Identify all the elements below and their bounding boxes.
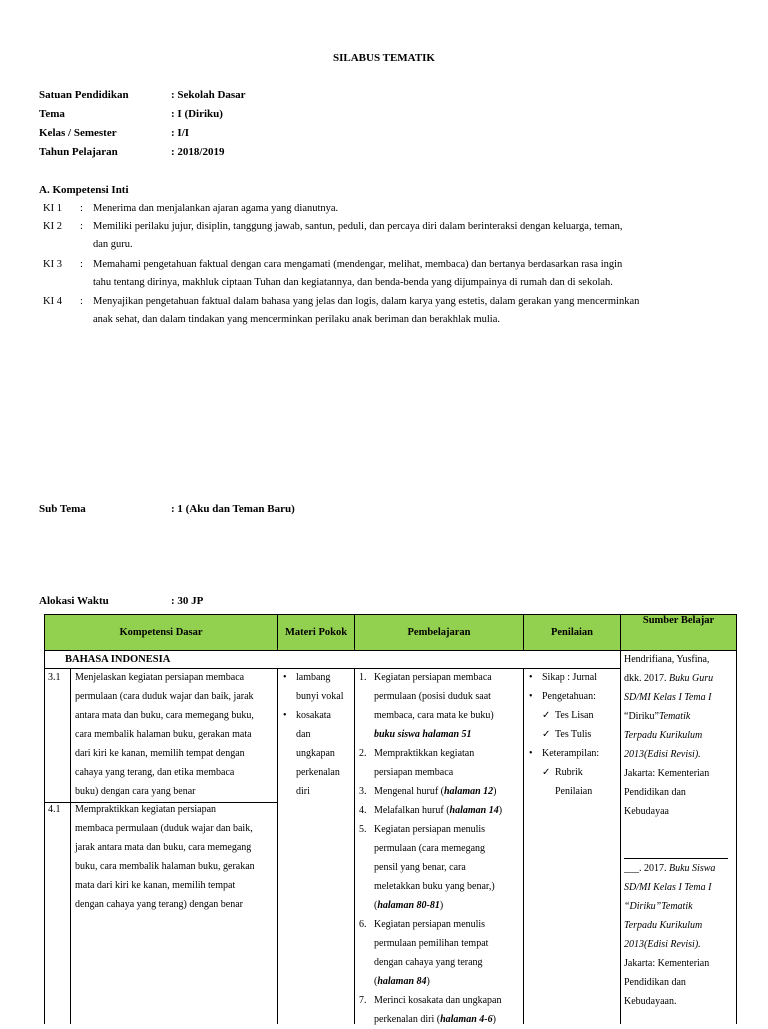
info-label: Tahun Pelajaran	[39, 146, 118, 158]
pemb-line: persiapan membaca	[374, 767, 454, 778]
table-border	[736, 651, 737, 1024]
subtema-value: : 1 (Aku dan Teman Baru)	[171, 503, 295, 515]
item-number: 1.	[359, 672, 367, 683]
sumber-line: 2013(Edisi Revisi).	[624, 939, 701, 950]
sumber-text: dkk. 2017.	[624, 673, 669, 684]
pembelajaran	[359, 668, 522, 1029]
materi-line: perkenalan	[296, 767, 340, 778]
info-label: Kelas / Semester	[39, 127, 117, 139]
header-penilaian: Penilaian	[523, 614, 621, 651]
ki-line: anak sehat, dan dalam tindakan yang mencerminkan perilaku anak beriman dan berakhlak mulia.	[93, 314, 501, 325]
pemb-line: Kegiatan persiapan membaca	[374, 672, 492, 683]
info-label: Tema	[39, 108, 65, 120]
pemb-text: (	[374, 900, 378, 911]
document-title: SILABUS TEMATIK	[333, 52, 435, 64]
kd-line: dengan cahaya yang terang) dengan benar	[75, 899, 243, 910]
check-icon: ✓	[542, 729, 551, 740]
kd-line: jarak antara mata dan buku, cara memegang	[75, 842, 252, 853]
alokasi-label: Alokasi Waktu	[39, 595, 109, 607]
pemb-line: permulaan (cara memegang	[374, 843, 486, 854]
list-item	[359, 915, 522, 991]
penilaian-text: Penilaian	[555, 786, 593, 797]
info-value: : Sekolah Dasar	[171, 89, 246, 101]
sumber-text: “Diriku”	[624, 711, 659, 722]
sumber-text: Buku Siswa	[669, 863, 716, 874]
penilaian-text: Keterampilan:	[542, 748, 600, 759]
pemb-text: (	[374, 976, 378, 987]
penilaian-text: Rubrik	[555, 767, 583, 778]
list-item	[529, 744, 620, 763]
ki-colon: :	[80, 203, 83, 214]
pemb-line: Mempraktikkan kegiatan	[374, 748, 475, 759]
item-number: 5.	[359, 824, 367, 835]
sumber-text: Tematik	[659, 711, 691, 722]
kd-line: cara membalik halaman buku, gerakan mata	[75, 729, 252, 740]
ki-code: KI 4	[43, 296, 62, 307]
item-number: 3.	[359, 786, 367, 797]
pemb-text: Mengenal huruf (	[374, 786, 444, 797]
pemb-line: meletakkan buku yang benar,)	[374, 881, 495, 892]
info-value: : I/I	[171, 127, 190, 139]
sumber-line: Terpadu Kurikulum	[624, 920, 703, 931]
ki-line: Memahami pengetahuan faktual dengan cara mengamati (mendengar, melihat, membaca) dan bertanya berdasarkan rasa ingin	[93, 259, 623, 270]
pemb-line: dengan cahaya yang terang	[374, 957, 483, 968]
header-kompetensi-dasar: Kompetensi Dasar	[44, 614, 278, 651]
alokasi-value: : 30 JP	[171, 595, 204, 607]
penilaian-text: Tes Lisan	[555, 710, 594, 721]
header-sumber-belajar: Sumber Belajar	[620, 614, 737, 651]
sumber-line: Terpadu Kurikulum	[624, 730, 703, 741]
item-number: 2.	[359, 748, 367, 759]
bullet-icon: •	[529, 691, 533, 702]
info-value: : 2018/2019	[171, 146, 225, 158]
kd-line: permulaan (cara duduk wajar dan baik, jarak	[75, 691, 254, 702]
ki-text	[93, 200, 663, 218]
penilaian-text: Pengetahuan:	[542, 691, 596, 702]
kd-line: mata dari kiri ke kanan, memilih tempat	[75, 880, 236, 891]
item-number: 4.	[359, 805, 367, 816]
pemb-text: Melafalkan huruf (	[374, 805, 450, 816]
kd-line: Menjelaskan kegiatan persiapan membaca	[75, 672, 245, 683]
list-item	[359, 820, 522, 915]
bullet-icon: •	[529, 672, 533, 683]
table-border	[354, 668, 355, 1024]
kd-code: 4.1	[48, 804, 61, 815]
list-item	[529, 687, 620, 706]
pemb-line: permulaan pemilihan tempat	[374, 938, 489, 949]
ki-text	[93, 293, 663, 329]
kd-line: buku, cara membalik halaman buku, gerakan	[75, 861, 255, 872]
check-icon: ✓	[542, 710, 551, 721]
check-icon: ✓	[542, 767, 551, 778]
list-item	[359, 801, 522, 820]
header-pembelajaran: Pembelajaran	[354, 614, 524, 651]
kd-code: 3.1	[48, 672, 61, 683]
kd-text	[75, 668, 275, 801]
pemb-text: )	[498, 805, 503, 816]
pemb-line: Kegiatan persiapan menulis	[374, 919, 486, 930]
sumber-text: Buku Guru	[669, 673, 714, 684]
sumber-line: “Diriku”Tematik	[624, 901, 693, 912]
kd-text	[75, 800, 275, 914]
ki-text	[93, 256, 663, 292]
sumber-text: ___. 2017.	[624, 863, 669, 874]
section-heading: A. Kompetensi Inti	[39, 184, 129, 196]
kd-line: cahaya yang terang, dan etika membaca	[75, 767, 235, 778]
penilaian	[529, 668, 620, 801]
list-item	[359, 991, 522, 1029]
sumber-belajar	[624, 650, 734, 1011]
table-border	[70, 668, 71, 1024]
ki-line: Menerima dan menjalankan ajaran agama yang dianutnya.	[93, 203, 339, 214]
sumber-line: Pendidikan dan	[624, 787, 686, 798]
sumber-line: SD/MI Kelas I Tema I	[624, 692, 712, 703]
ki-colon: :	[80, 259, 83, 270]
item-number: 7.	[359, 995, 367, 1006]
info-value: : I (Diriku)	[171, 108, 223, 120]
sumber-line: Kebudayaa	[624, 806, 669, 817]
pemb-text: perkenalan diri (	[374, 1014, 441, 1025]
list-item	[542, 763, 620, 782]
list-item	[542, 725, 620, 744]
table-border	[44, 651, 45, 1024]
penilaian-text: Tes Tulis	[555, 729, 592, 740]
pemb-text: )	[492, 1014, 496, 1025]
bullet-icon: •	[283, 672, 287, 683]
list-item	[359, 782, 522, 801]
info-label: Satuan Pendidikan	[39, 89, 129, 101]
pemb-line: permulaan (posisi duduk saat	[374, 691, 491, 702]
pemb-text: )	[493, 786, 497, 797]
page-reference: halaman 12	[443, 786, 494, 797]
item-number: 6.	[359, 919, 367, 930]
ki-code: KI 1	[43, 203, 62, 214]
page-reference: halaman 4-6	[440, 1014, 493, 1025]
kd-line: membaca permulaan (duduk wajar dan baik,	[75, 823, 253, 834]
divider	[624, 840, 728, 859]
sumber-line: Kebudayaan.	[624, 996, 677, 1007]
ki-line: Memiliki perilaku jujur, disiplin, tanggung jawab, santun, peduli, dan percaya diri dalam berinteraksi dengan keluarga, teman,	[93, 221, 623, 232]
pemb-text: )	[439, 900, 444, 911]
list-item	[359, 744, 522, 782]
subject-title: BAHASA INDONESIA	[65, 654, 171, 665]
sumber-line: Pendidikan dan	[624, 977, 686, 988]
list-item	[359, 668, 522, 744]
materi-line: kosakata	[296, 710, 331, 721]
materi-pokok	[283, 668, 352, 801]
materi-line: diri	[296, 786, 310, 797]
materi-line: ungkapan	[296, 748, 335, 759]
pemb-text: )	[426, 976, 430, 987]
ki-colon: :	[80, 296, 83, 307]
ki-text	[93, 218, 663, 254]
table-border	[620, 651, 621, 1024]
page-reference: buku siswa halaman 51	[374, 729, 472, 740]
materi-line: dan	[296, 729, 311, 740]
sumber-line: SD/MI Kelas I Tema I	[624, 882, 712, 893]
kd-line: dari kiri ke kanan, memilih tempat dengan	[75, 748, 245, 759]
ki-colon: :	[80, 221, 83, 232]
ki-code: KI 3	[43, 259, 62, 270]
header-materi-pokok: Materi Pokok	[277, 614, 355, 651]
ki-line: Menyajikan pengetahuan faktual dalam bahasa yang jelas dan logis, dalam karya yang estetis, dalam gerakan yang mencerminkan	[93, 296, 640, 307]
list-item	[283, 706, 352, 801]
penilaian-text: Sikap : Jurnal	[542, 672, 597, 683]
materi-line: bunyi vokal	[296, 691, 344, 702]
kd-line: Mempraktikkan kegiatan persiapan	[75, 804, 217, 815]
ki-line: dan guru.	[93, 239, 133, 250]
list-item	[542, 706, 620, 725]
bullet-icon: •	[283, 710, 287, 721]
kd-line: buku) dengan cara yang benar	[75, 786, 196, 797]
sumber-line: Jakarta: Kementerian	[624, 768, 710, 779]
page-reference: halaman 14	[449, 805, 499, 816]
sumber-line: 2013(Edisi Revisi).	[624, 749, 701, 760]
kd-line: antara mata dan buku, cara memegang buku,	[75, 710, 254, 721]
sumber-line: Jakarta: Kementerian	[624, 958, 710, 969]
pemb-line: pensil yang benar, cara	[374, 862, 466, 873]
page-reference: halaman 84	[377, 976, 427, 987]
pemb-line: Kegiatan persiapan menulis	[374, 824, 486, 835]
bullet-icon: •	[529, 748, 533, 759]
ki-line: tahu tentang dirinya, makhluk ciptaan Tuhan dan kegiatannya, dan benda-benda yang dijumpainya di rumah dan di sekolah.	[93, 277, 613, 288]
sumber-line: Hendrifiana, Yusfina,	[624, 654, 710, 665]
page-reference: halaman 80-81	[377, 900, 440, 911]
materi-line: lambang	[296, 672, 331, 683]
pemb-line: membaca, cara mata ke buku)	[374, 710, 494, 721]
table-border	[277, 668, 278, 1024]
table-border	[523, 668, 524, 1024]
list-item	[283, 668, 352, 706]
ki-code: KI 2	[43, 221, 62, 232]
list-item	[529, 668, 620, 687]
subtema-label: Sub Tema	[39, 503, 86, 515]
pemb-line: Merinci kosakata dan ungkapan	[374, 995, 502, 1006]
